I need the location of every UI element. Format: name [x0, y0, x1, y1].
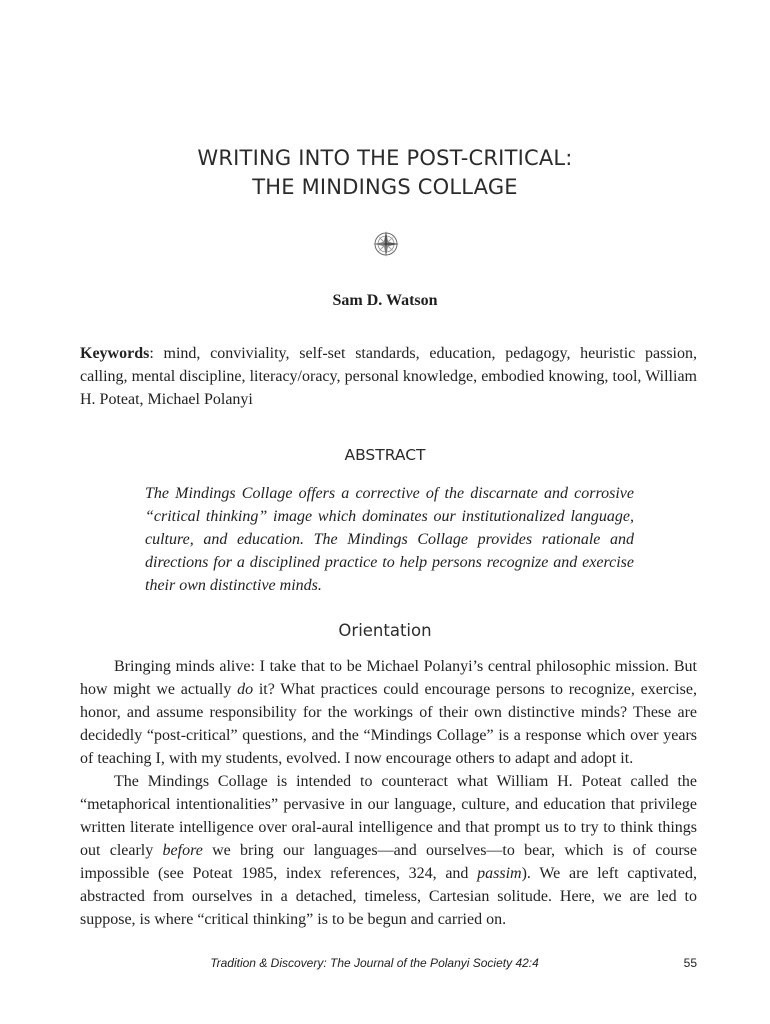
keywords-text: : mind, conviviality, self-set standards, education, pedagogy, heuristic passion, calling, mental discipline, literacy/oracy, personal knowledge, embodied knowing, tool, William H. Poteat, Michael Polanyi: [80, 345, 697, 408]
abstract-text: The Mindings Collage offers a corrective of the discarnate and corrosive “critical thinking” image which dominates our institutionalized language, culture, and education. The Mindings Collage provides rationale and directions for a disciplined practice to help persons recognize and exercise their own distinctive minds.: [145, 485, 634, 594]
abstract-heading: ABSTRACT: [344, 446, 426, 464]
keywords-block: [80, 342, 697, 411]
orientation-heading: Orientation: [338, 621, 432, 640]
page-footer: [80, 956, 697, 974]
title-line-1: WRITING INTO THE POST-CRITICAL:: [197, 146, 573, 170]
paragraph-1-emphasis: do: [237, 681, 254, 698]
title-line-2: THE MINDINGS COLLAGE: [252, 175, 518, 199]
paragraph-2: [80, 770, 697, 931]
page-number: 55: [683, 956, 697, 970]
paragraph-2-part-b: we bring our languages—and ourselves—to bear, which is of course impossible (see Poteat 1985, index references, 324, and: [80, 842, 697, 882]
paragraph-1-part-b: it? What practices could encourage persons to recognize, exercise, honor, and assume responsibility for the workings of their own distinctive minds? These are decidedly “post-critical” questions, and the “Mindings Collage” is a response which over years of teaching I, with my students, evolved. I now encourage others to adapt and adopt it.: [80, 681, 698, 767]
paragraph-2-part-a: The Mindings Collage is intended to counteract what William H. Poteat called the “metaphorical intentionalities” pervasive in our language, culture, and education that privilege written literate intelligence over oral-aural intelligence and that prompt us to try to think things out clearly: [80, 773, 697, 859]
paragraph-2-emphasis-1: before: [162, 842, 203, 859]
paragraph-1-part-a: Bringing minds alive: I take that to be Michael Polanyi’s central philosophic mission. But how might we actually: [80, 658, 697, 698]
article-title: [0, 144, 770, 202]
author-name: Sam D. Watson: [332, 292, 438, 309]
body-text: [80, 655, 697, 931]
compass-rose-icon: [370, 228, 402, 260]
journal-citation: Tradition & Discovery: The Journal of the Polanyi Society 42:4: [210, 956, 539, 970]
paragraph-2-part-c: ). We are left captivated, abstracted from ourselves in a detached, timeless, Cartesian solitude. Here, we are led to suppose, is where “critical thinking” is to be begun and carried on.: [80, 865, 697, 928]
paragraph-2-emphasis-2: passim: [477, 865, 522, 882]
keywords-label: Keywords: [80, 345, 150, 362]
paragraph-1: [80, 655, 697, 770]
